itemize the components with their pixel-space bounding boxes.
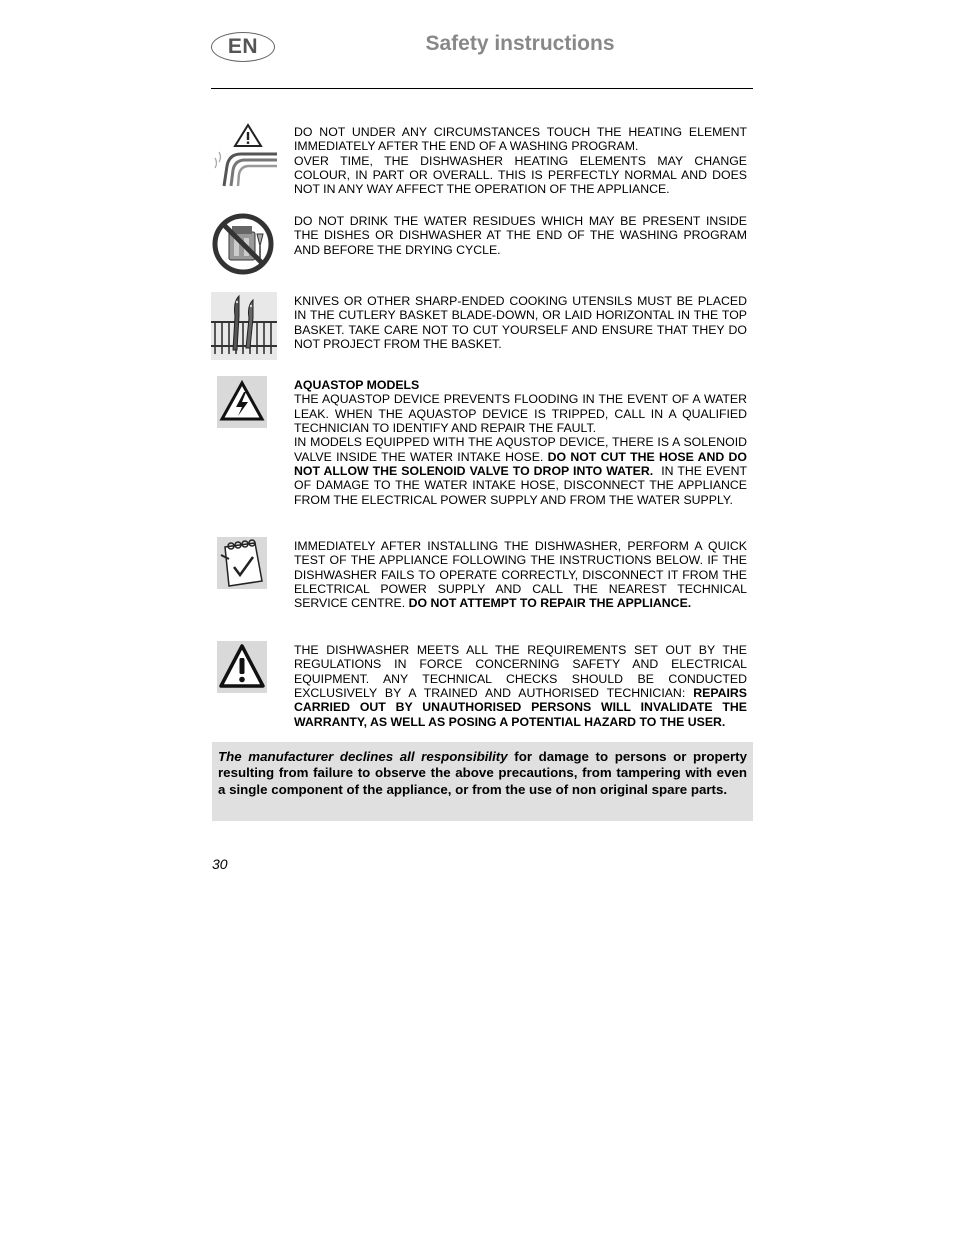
liability-notice: [212, 742, 753, 821]
paragraph: [294, 643, 747, 729]
page-title: Safety instructions: [425, 32, 615, 55]
knives-in-basket-icon: [211, 292, 277, 360]
paragraph-text: THE DISHWASHER MEETS ALL THE REQUIREMENTS SET OUT BY THE REGULATIONS IN FORCE CONCERNING SAFETY AND ELECTRICAL EQUIPMENT. ANY TECHNICAL CHECKS SHOULD BE CONDUCTED EXCLUSIVELY BY A TRAINED AND AUTHORISED TECHNICIAN:: [294, 643, 747, 701]
section-text: [294, 294, 747, 351]
warning-text: DO NOT CUT THE HOSE AND DO NOT ALLOW THE SOLENOID VALVE TO DROP INTO WATER.: [294, 449, 747, 479]
no-drinking-prohibition-icon: [211, 212, 277, 276]
notice-lead: The manufacturer declines all responsibility: [218, 749, 508, 764]
section-regulations: [211, 641, 753, 731]
section-aquastop: [211, 376, 753, 524]
paragraph: KNIVES OR OTHER SHARP-ENDED COOKING UTENSILS MUST BE PLACED IN THE CUTLERY BASKET BLADE-DOWN, OR LAID HORIZONTAL IN THE TOP BASKET. TAKE CARE NOT TO CUT YOURSELF AND ENSURE THAT THEY DO NOT PROJECT FROM THE BASKET.: [294, 294, 747, 352]
paragraph: [294, 539, 747, 611]
section-water-residues: [211, 212, 753, 278]
paragraph: DO NOT DRINK THE WATER RESIDUES WHICH MAY BE PRESENT INSIDE THE DISHES OR DISHWASHER AT THE END OF THE WASHING PROGRAM AND BEFORE THE DRYING CYCLE.: [294, 214, 747, 257]
checklist-test-icon: [217, 537, 267, 589]
warning-text: DO NOT ATTEMPT TO REPAIR THE APPLIANCE.: [408, 596, 692, 611]
header-divider: [211, 88, 753, 89]
section-text: [294, 214, 747, 257]
paragraph: DO NOT UNDER ANY CIRCUMSTANCES TOUCH THE HEATING ELEMENT IMMEDIATELY AFTER THE END OF A WASHING PROGRAM.: [294, 125, 747, 154]
warning-text: REPAIRS CARRIED OUT BY UNAUTHORISED PERSONS WILL INVALIDATE THE WARRANTY, AS WELL AS POSING A POTENTIAL HAZARD TO THE USER.: [294, 686, 747, 729]
electrical-hazard-icon: [217, 376, 267, 428]
paragraph-text: IN THE EVENT OF DAMAGE TO THE WATER INTAKE HOSE, DISCONNECT THE APPLIANCE FROM THE ELECTRICAL POWER SUPPLY AND FROM THE WATER SUPPLY.: [294, 464, 747, 507]
section-text: [294, 378, 747, 507]
section-text: [294, 125, 747, 197]
hot-heating-element-warning-icon: [211, 122, 277, 188]
language-badge: EN: [211, 32, 275, 62]
notice-body: for damage to persons or property resulting from failure to observe the above precautions, from tampering with even a single component of the appliance, or from the use of non original spare parts.: [218, 749, 747, 797]
section-heading: AQUASTOP MODELS: [294, 378, 420, 392]
paragraph-text: IMMEDIATELY AFTER INSTALLING THE DISHWASHER, PERFORM A QUICK TEST OF THE APPLIANCE FOLLOWING THE INSTRUCTIONS BELOW. IF THE DISHWASHER FAILS TO OPERATE CORRECTLY, DISCONNECT IT FROM THE ELECTRICAL POWER SUPPLY AND CALL THE NEAREST TECHNICAL SERVICE CENTRE.: [294, 539, 747, 611]
section-text: [294, 643, 747, 729]
section-quick-test: [211, 537, 753, 627]
section-text: [294, 539, 747, 611]
page-number: 30: [212, 856, 228, 872]
paragraph: THE AQUASTOP DEVICE PREVENTS FLOODING IN THE EVENT OF A WATER LEAK. WHEN THE AQUASTOP DEVICE IS TRIPPED, CALL IN A QUALIFIED TECHNICIAN TO IDENTIFY AND REPAIR THE FAULT.: [294, 392, 747, 436]
paragraph: [294, 435, 747, 507]
paragraph: OVER TIME, THE DISHWASHER HEATING ELEMENTS MAY CHANGE COLOUR, IN PART OR OVERALL. THIS IS PERFECTLY NORMAL AND DOES NOT IN ANY WAY AFFECT THE OPERATION OF THE APPLIANCE.: [294, 153, 747, 197]
paragraph-text: IN MODELS EQUIPPED WITH THE AQUSTOP DEVICE, THERE IS A SOLENOID VALVE INSIDE THE WATER INTAKE HOSE.: [294, 435, 747, 464]
section-heating-element: [211, 122, 753, 197]
section-knives: [211, 292, 753, 360]
general-warning-icon: [217, 641, 267, 693]
